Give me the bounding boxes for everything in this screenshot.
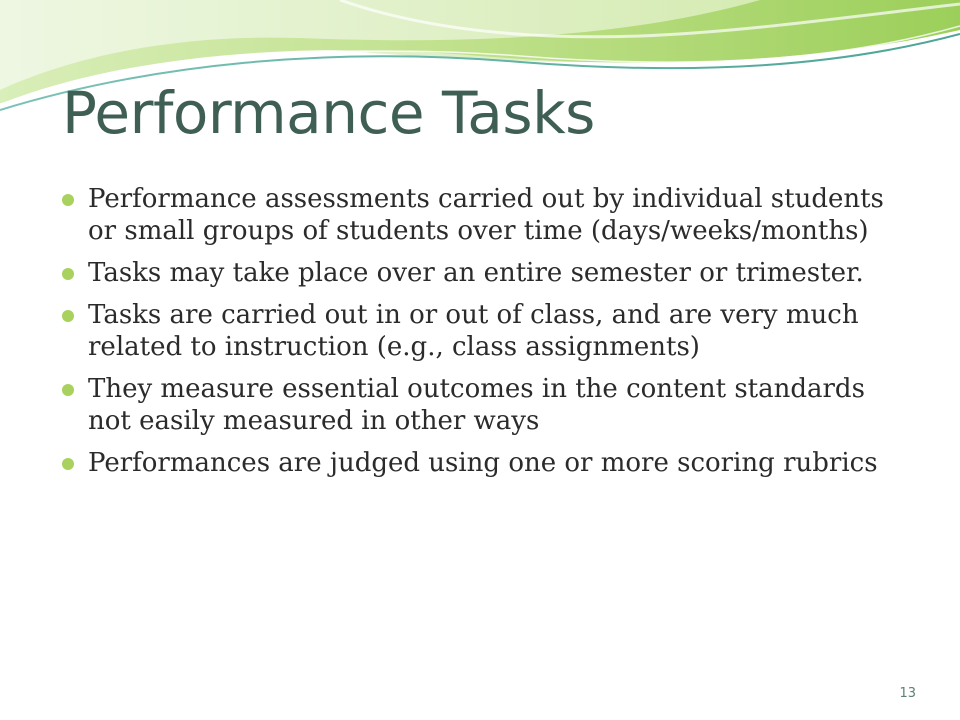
bullet-text: Tasks may take place over an entire semester or trimester. <box>88 258 864 288</box>
bullet-dot-icon <box>62 268 74 280</box>
page-number: 13 <box>899 686 916 701</box>
bullet-text: Tasks are carried out in or out of class, and are very much related to instruction (e.g., class assignments) <box>88 300 859 362</box>
slide-title: Performance Tasks <box>62 79 595 147</box>
bullet-item <box>62 373 902 437</box>
bullet-text: They measure essential outcomes in the content standards not easily measured in other ways <box>88 374 865 436</box>
bullet-item <box>62 183 902 247</box>
bullet-dot-icon <box>62 384 74 396</box>
bullet-list <box>62 183 902 489</box>
bullet-dot-icon <box>62 310 74 322</box>
bullet-dot-icon <box>62 458 74 470</box>
bullet-item <box>62 299 902 363</box>
bullet-dot-icon <box>62 194 74 206</box>
bullet-item <box>62 257 902 289</box>
bullet-item <box>62 447 902 479</box>
bullet-text: Performance assessments carried out by individual students or small groups of students over time (days/weeks/months) <box>88 184 884 246</box>
bullet-text: Performances are judged using one or more scoring rubrics <box>88 448 878 478</box>
